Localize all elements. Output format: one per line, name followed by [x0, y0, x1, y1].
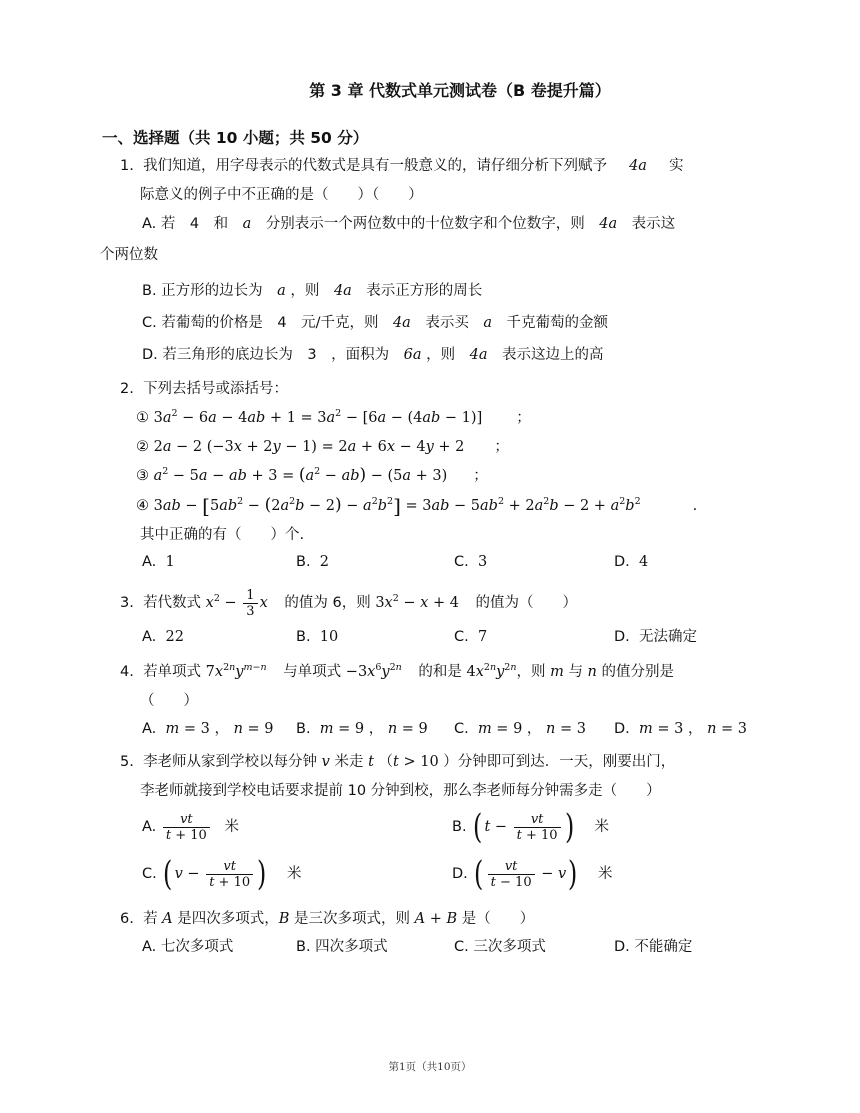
q5-option-b: B. ( t − $\frac{vt}{t + 10}$ ) 米 — [452, 807, 609, 847]
option-label: B. — [296, 554, 311, 570]
option-text: 个两位数 — [100, 247, 158, 263]
math-expr: $a^2 - 5a$ − ab + $3 = (a^2 - ab) - (5a + 3)$ — [153, 465, 448, 485]
math-expr: A + B — [414, 911, 458, 927]
question-number: 1. — [120, 158, 134, 174]
unit: 米 — [594, 819, 609, 835]
question-text: 李老师从家到学校以每分钟 — [143, 754, 318, 770]
option-value: 1 — [165, 554, 175, 570]
fraction: $\frac{vt}{t + 10}$ — [514, 812, 561, 843]
question-text: 的和是 — [418, 664, 462, 680]
denominator: 3 — [246, 603, 255, 619]
option-b: B. 四次多项式 — [296, 939, 388, 955]
fraction: $\frac{vt}{t - 10}$ — [488, 859, 535, 890]
option-value: 10 — [319, 629, 339, 645]
option-label: A. — [142, 819, 157, 835]
fraction: $\frac{vt}{t + 10}$ — [163, 812, 210, 843]
math-var: a — [483, 315, 492, 331]
option-text: C. 若葡萄的价格是 4 元/千克，则 — [142, 315, 393, 331]
q5-option-d: D. ( $\frac{vt}{t - 10}$ − v) 米 — [452, 854, 613, 894]
question-5-line-2 — [140, 780, 661, 802]
math-expr: $3ab - [5ab^2 - (2a^2b - 2) - a^2b^2] = 3ab - 5ab^2 + 2a^2b - 2 + a^2b^2$ — [153, 494, 641, 518]
option-label: B. — [296, 629, 311, 645]
q1-option-a — [142, 213, 675, 235]
math-var: t — [368, 754, 374, 770]
math-expr: 4a — [629, 158, 647, 174]
option-a — [142, 551, 175, 573]
question-text: 其中正确的有（ ）个. — [140, 527, 305, 543]
question-text: 若代数式 — [143, 595, 202, 611]
item-marker: ④ — [136, 498, 149, 514]
punctuation: ； — [494, 439, 509, 455]
item-marker: ② — [136, 439, 149, 455]
q2-ask — [140, 524, 304, 546]
math-expr: $4x^{2n}y^{2n}$ — [466, 662, 517, 680]
q2-item-4 — [136, 494, 697, 517]
option-c: C. m = 9 ， n = 3 — [454, 721, 586, 737]
question-text: 若单项式 — [143, 664, 202, 680]
question-text: 的值为（ ） — [475, 595, 578, 611]
q2-item-2 — [136, 436, 509, 458]
option-a — [142, 626, 184, 648]
math-var: A — [162, 911, 173, 927]
option-label: A. — [142, 629, 157, 645]
option-b: B. m = 9 ， n = 9 — [296, 721, 428, 737]
q1-option-a-cont — [100, 244, 158, 266]
option-label: C. — [454, 629, 469, 645]
question-3-line-1 — [120, 586, 577, 620]
question-number: 2. — [120, 381, 134, 397]
question-text: （ ） — [140, 693, 198, 709]
option-a: A. m = 3 ， n = 9 — [142, 721, 274, 737]
option-label: A. — [142, 721, 157, 737]
section-heading: 一、选择题（共 10 小题；共 50 分） — [102, 129, 369, 147]
punctuation: ； — [473, 468, 488, 484]
unit: 米 — [598, 866, 613, 882]
question-text: 下列去括号或添括号： — [143, 381, 289, 397]
q1-option-c — [142, 312, 608, 334]
q5-option-c: C. ( v − $\frac{vt}{t + 10}$ ) 米 — [142, 854, 302, 894]
question-text: 是四次多项式， — [177, 911, 279, 927]
option-label: D. — [614, 629, 630, 645]
question-text: 的值分别是 — [601, 664, 674, 680]
math-var: v — [321, 754, 330, 770]
punctuation: . — [692, 498, 698, 514]
q1-option-d — [142, 344, 603, 366]
numerator: 1 — [243, 588, 257, 604]
question-4-line-1 — [120, 661, 674, 683]
math-expr: $-3x^6y^{2n}$ — [345, 662, 402, 680]
option-label: C. — [142, 866, 157, 882]
option-d — [614, 551, 648, 573]
question-text: 李老师就接到学校电话要求提前 10 分钟到校，那么李老师每分钟需多走（ ） — [140, 783, 661, 799]
question-text: 际意义的例子中不正确的是（ ）（ ） — [140, 187, 423, 203]
unit: 米 — [287, 866, 302, 882]
option-text: 表示买 — [410, 315, 484, 331]
question-text: 米走 — [334, 754, 364, 770]
math-expr: 6a — [403, 347, 422, 363]
page-footer: 第1页（共10页） — [388, 1061, 472, 1073]
question-6-line-1 — [120, 908, 534, 930]
question-text: 是三次多项式，则 — [294, 911, 411, 927]
option-text: A. 若 4 和 — [142, 216, 243, 232]
math-var: m — [550, 664, 564, 680]
math-expr: 4a — [469, 347, 488, 363]
question-1-line-1 — [120, 155, 683, 177]
math-expr: 2a − 2 (−3x + 2y − 1) = 2a + 6x − 4y + 2 — [153, 439, 465, 455]
option-label: D. — [452, 866, 468, 882]
punctuation: ； — [516, 410, 531, 426]
q2-item-3 — [136, 464, 488, 487]
math-expr: 4a — [392, 315, 411, 331]
option-text: 表示这边上的高 — [487, 347, 604, 363]
option-label: C. — [454, 721, 469, 737]
question-5-line-1 — [120, 751, 675, 773]
option-d — [614, 626, 697, 648]
question-text: 若 — [143, 911, 158, 927]
question-text: 分钟即可到达．一天，刚要出门， — [457, 754, 676, 770]
math-expr: $3x^2 - x + 4$ — [375, 593, 459, 611]
option-value: 7 — [477, 629, 488, 645]
option-b — [296, 626, 338, 648]
option-value: 无法确定 — [639, 629, 697, 645]
option-text: 千克葡萄的金额 — [491, 315, 608, 331]
option-d: D. m = 3 ， n = 3 — [614, 721, 747, 737]
item-marker: ③ — [136, 468, 149, 484]
math-expr: $7x^{2n}y^{m-n}$ — [205, 662, 267, 680]
question-text: 是（ ） — [461, 911, 535, 927]
math-var: B — [278, 911, 290, 927]
question-1-line-2 — [140, 184, 423, 206]
question-text: 我们知道，用字母表示的代数式是具有一般意义的，请仔细分析下列赋予 — [143, 158, 608, 174]
question-4-line-2 — [140, 690, 198, 712]
fraction — [243, 588, 257, 619]
option-label: B. — [452, 819, 467, 835]
option-a: A. 七次多项式 — [142, 939, 234, 955]
option-label: B. — [296, 721, 311, 737]
option-text: 分别表示一个两位数中的十位数字和个位数字，则 — [251, 216, 600, 232]
option-text: ，则 — [285, 283, 334, 299]
q1-option-b — [142, 280, 482, 302]
option-text: B. 正方形的边长为 — [142, 283, 278, 299]
question-text: 与单项式 — [283, 664, 342, 680]
fraction: $\frac{vt}{t + 10}$ — [206, 859, 253, 890]
option-c — [454, 551, 487, 573]
option-text: D. 若三角形的底边长为 3 ，面积为 — [142, 347, 404, 363]
math-var: n — [587, 664, 597, 680]
option-c — [454, 626, 487, 648]
math-expr: （t > 10 ） — [378, 754, 458, 770]
q5-option-a — [142, 810, 239, 844]
option-d: D. 不能确定 — [614, 939, 693, 955]
question-2-line-1 — [120, 378, 288, 400]
page-title: 第 3 章 代数式单元测试卷（B 卷提升篇） — [309, 81, 611, 100]
question-text: 的值为 6，则 — [284, 595, 371, 611]
option-value: 3 — [477, 554, 488, 570]
option-label: D. — [614, 554, 630, 570]
option-text: ，则 — [421, 347, 470, 363]
question-text: ，则 — [516, 664, 546, 680]
item-marker: ① — [136, 410, 149, 426]
math-expr: 4a — [333, 283, 352, 299]
option-b — [296, 551, 329, 573]
question-number: 6. — [120, 911, 134, 927]
option-text: 表示这 — [617, 216, 676, 232]
question-number: 5. — [120, 754, 134, 770]
option-label: D. — [614, 721, 630, 737]
option-text: 表示正方形的周长 — [351, 283, 483, 299]
option-value: 2 — [319, 554, 330, 570]
option-value: 22 — [165, 629, 184, 645]
option-label: A. — [142, 554, 157, 570]
option-value: 4 — [639, 554, 649, 570]
question-text: 实 — [668, 158, 684, 174]
q2-item-1 — [136, 407, 531, 429]
unit: 米 — [224, 819, 239, 835]
math-expr: $x^2$ − $\frac{1}{3}$ x — [205, 587, 268, 619]
option-label: C. — [454, 554, 469, 570]
question-number: 3. — [120, 595, 134, 611]
option-c: C. 三次多项式 — [454, 939, 546, 955]
question-text: 与 — [568, 664, 583, 680]
math-expr: $3a^2 - 6a - 4ab + 1 = 3a^2 - [6a - (4ab - 1)]$ — [153, 408, 483, 426]
math-var: a — [242, 216, 252, 232]
math-expr: 4a — [599, 216, 618, 232]
question-number: 4. — [120, 664, 134, 680]
math-var: a — [277, 283, 286, 299]
